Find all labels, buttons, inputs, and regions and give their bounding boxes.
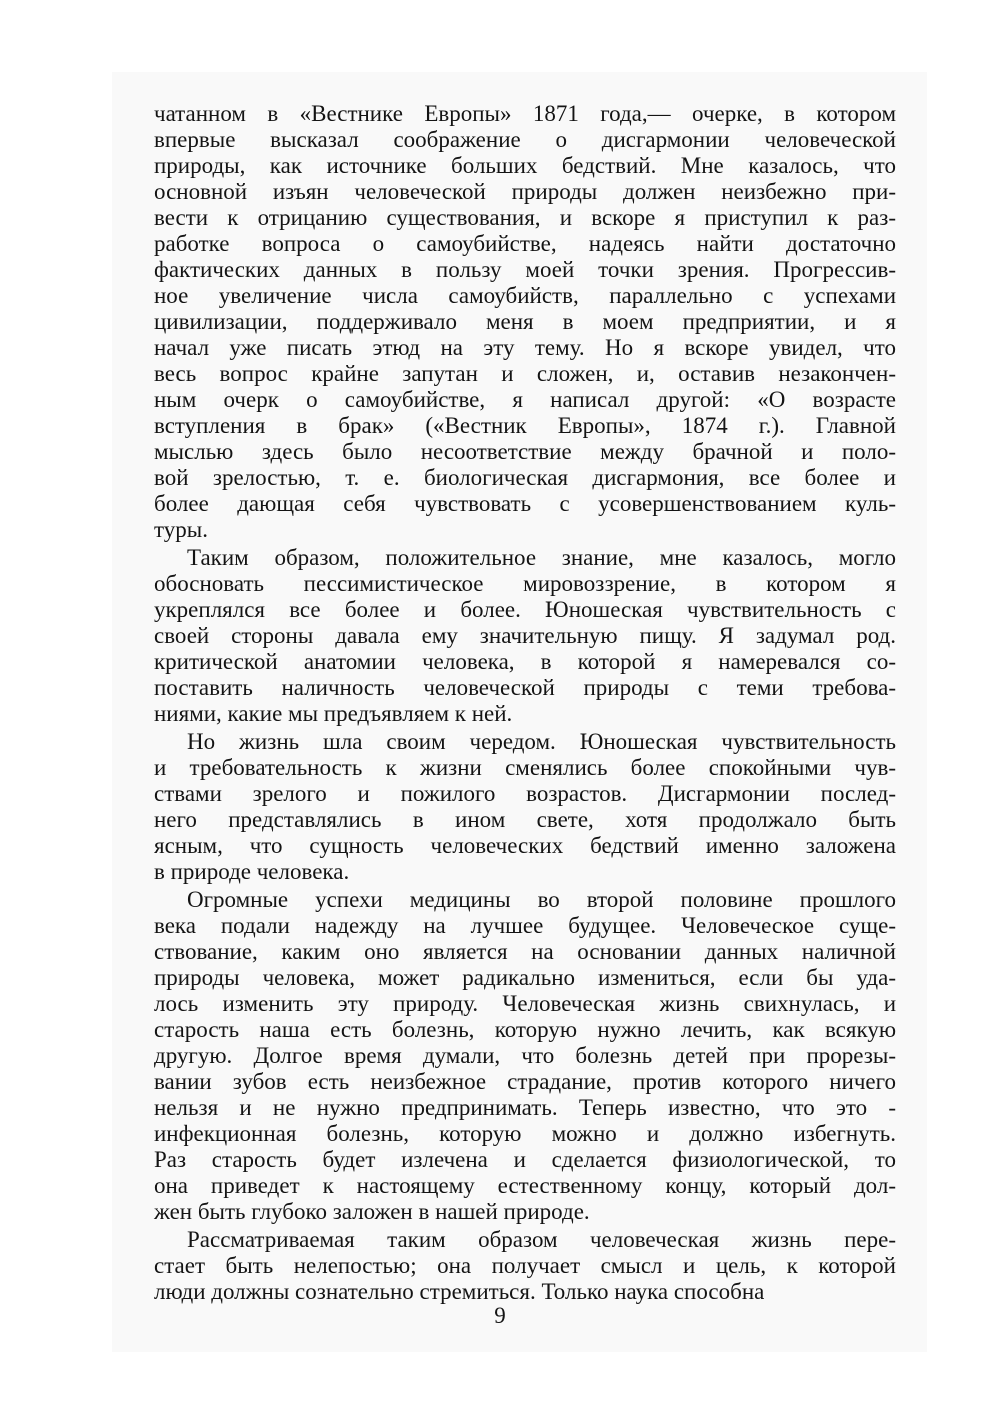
text-line: нельзя и не нужно предпринимать. Теперь известно, что это - [154, 1095, 896, 1120]
text-line: обосновать пессимистическое мировоззрение, в котором я [154, 571, 896, 596]
paragraph [154, 101, 896, 543]
text-line: ниями, какие мы предъявляем к ней. [154, 701, 513, 726]
text-line: жен быть глубоко заложен в нашей природе. [154, 1199, 590, 1224]
text-line: него представлялись в ином свете, хотя продолжало быть [154, 807, 896, 832]
text-line: ное увеличение числа самоубийств, параллельно с успехами [154, 283, 896, 308]
text-line: вести к отрицанию существования, и вскоре я приступил к раз- [154, 205, 896, 230]
text-line: вой зрелостью, т. е. биологическая дисгармония, все более и [154, 465, 896, 490]
paragraph [154, 729, 896, 885]
text-line: чатанном в «Вестнике Европы» 1871 года,— очерке, в котором [154, 101, 896, 126]
text-line: старость наша есть болезнь, которую нужно лечить, как всякую [154, 1017, 896, 1042]
text-line: своей стороны давала ему значительную пищу. Я задумал род. [154, 623, 896, 648]
text-line: Раз старость будет излечена и сделается физиологической, то [154, 1147, 896, 1172]
text-line: инфекционная болезнь, которую можно и должно избегнуть. [154, 1121, 896, 1146]
text-line: фактических данных в пользу моей точки зрения. Прогрессив- [154, 257, 896, 282]
text-line: люди должны сознательно стремиться. Только наука способна [154, 1279, 765, 1304]
text-line: Но жизнь шла своим чередом. Юношеская чувствительность [187, 729, 896, 754]
paragraph [154, 1227, 896, 1305]
text-line: Рассматриваемая таким образом человеческая жизнь пере- [187, 1227, 896, 1252]
text-line: ствами зрелого и пожилого возрастов. Дисгармонии послед- [154, 781, 896, 806]
text-line: она приведет к настоящему естественному концу, который дол- [154, 1173, 896, 1198]
text-line: ным очерк о самоубийстве, я написал другой: «О возрасте [154, 387, 896, 412]
page-number: 9 [494, 1303, 506, 1328]
text-line: мыслью здесь было несоответствие между брачной и поло- [154, 439, 896, 464]
text-line: начал уже писать этюд на эту тему. Но я вскоре увидел, что [154, 335, 896, 360]
text-line: в природе человека. [154, 859, 350, 884]
text-line: и требовательность к жизни сменялись более спокойными чув- [154, 755, 896, 780]
text-line: более дающая себя чувствовать с усовершенствованием куль- [154, 491, 896, 516]
paragraph [154, 545, 896, 727]
text-line: весь вопрос крайне запутан и сложен, и, оставив незакончен- [154, 361, 896, 386]
text-line: вании зубов есть неизбежное страдание, против которого ничего [154, 1069, 896, 1094]
text-line: впервые высказал соображение о дисгармонии человеческой [154, 127, 896, 152]
text-line: укреплялся все более и более. Юношеская чувствительность с [154, 597, 896, 622]
text-line: века подали надежду на лучшее будущее. Человеческое суще- [154, 913, 896, 938]
text-line: стает быть нелепостью; она получает смысл и цель, к которой [154, 1253, 896, 1278]
text-line: природы, как источнике больших бедствий. Мне казалось, что [154, 153, 896, 178]
text-line: вступления в брак» («Вестник Европы», 1874 г.). Главной [154, 413, 896, 438]
text-line: другую. Долгое время думали, что болезнь детей при прорезы- [154, 1043, 896, 1068]
paragraph [154, 887, 896, 1225]
text-line: ствование, каким оно является на основании данных наличной [154, 939, 896, 964]
text-line: ясным, что сущность человеческих бедствий именно заложена [154, 833, 896, 858]
text-line: поставить наличность человеческой природы с теми требова- [154, 675, 896, 700]
text-line: Таким образом, положительное знание, мне казалось, могло [187, 545, 896, 570]
text-line: критической анатомии человека, в которой я намеревался со- [154, 649, 896, 674]
text-line: лось изменить эту природу. Человеческая жизнь свихнулась, и [154, 991, 896, 1016]
text-line: природы человека, может радикально измениться, если бы уда- [154, 965, 896, 990]
text-line: работке вопроса о самоубийстве, надеясь найти достаточно [154, 231, 896, 256]
text-line: Огромные успехи медицины во второй половине прошлого [187, 887, 896, 912]
text-line: туры. [154, 517, 208, 542]
text-line: цивилизации, поддерживало меня в моем предприятии, и я [154, 309, 896, 334]
text-line: основной изъян человеческой природы должен неизбежно при- [154, 179, 896, 204]
body-text [154, 101, 896, 1305]
